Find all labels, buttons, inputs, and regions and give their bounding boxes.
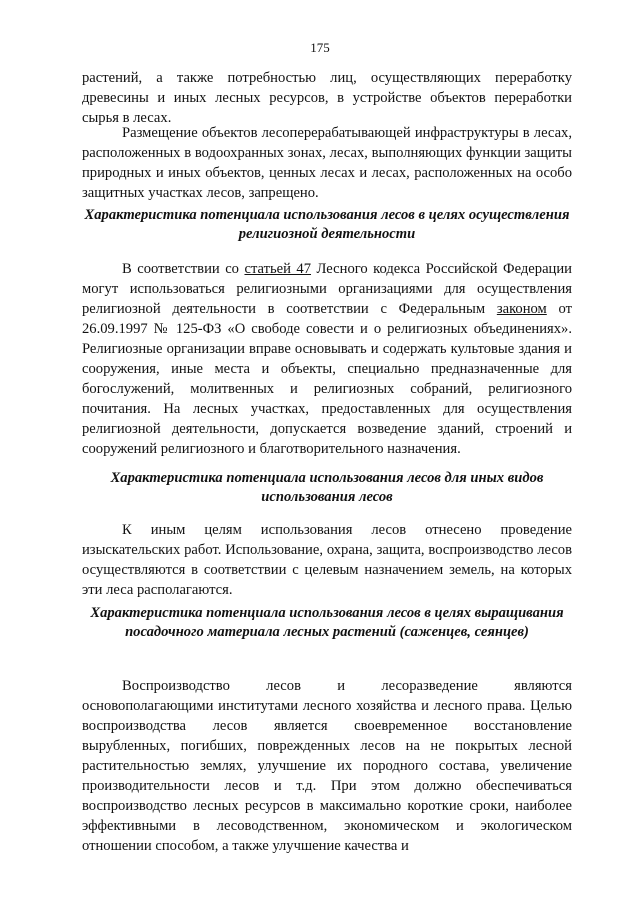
link-federal-law[interactable]: законом — [496, 301, 547, 317]
text-run: Лесного кодекса Российской Федерации могут использоваться религиозными организациями для осуществления религиозной деятельности в соответствии с Федеральным — [82, 261, 572, 317]
text-run: от 26.09.1997 № 125-ФЗ «О свободе совести и о религиозных объединениях». Религиозные организации вправе основывать и содержать культовые здания и сооружения, иные места и объекты, специально предназначенные для богослужений, молитвенных и религиозных собраний, религиозного почитания. На лесных участках, предоставленных для осуществления религиозной деятельности, допускается возведение зданий, строений и сооружений религиозного и благотворительного назначения. — [82, 301, 572, 457]
paragraph-reproduction: Воспроизводство лесов и лесоразведение являются основополагающими институтами лесного хозяйства и лесного права. Целью воспроизводства лесов является своевременное восстановление вырубленных, погибших, поврежденных лесов на не покрытых лесной растительностью землях, улучшение их породного состава, увеличение производительности лесов и т.д. При этом должно обеспечиваться воспроизводство лесных ресурсов в максимально короткие сроки, наиболее эффективными в лесоводственном, экономическом и экологическом отношении способом, а также улучшение качества и — [82, 678, 572, 854]
paragraph-other-uses: К иным целям использования лесов отнесено проведение изыскательских работ. Использование, охрана, защита, воспроизводство лесов осуществляются в соответствии с целевым назначением земель, на которых эти леса располагаются. — [82, 522, 572, 598]
section-heading-seedlings: Характеристика потенциала использования лесов в целях выращивания посадочного материала лесных растений (саженцев, сеянцев) — [90, 605, 564, 640]
paragraph-continuation: растений, а также потребностью лиц, осуществляющих переработку древесины и иных лесных ресурсов, в устройстве объектов переработки сырья в лесах. — [82, 70, 572, 126]
section-heading-other-uses: Характеристика потенциала использования лесов для иных видов использования лесов — [110, 470, 544, 505]
link-article-47[interactable]: статьей 47 — [244, 261, 312, 277]
section-heading-religious: Характеристика потенциала использования лесов в целях осуществления религиозной деятельности — [84, 207, 570, 242]
paragraph-infrastructure: Размещение объектов лесоперерабатывающей инфраструктуры в лесах, расположенных в водоохранных зонах, лесах, выполняющих функции защиты природных и иных объектов, ценных лесах и лесах, расположенных на особо защитных участках лесов, запрещено. — [82, 125, 572, 201]
text-run: В соответствии со — [122, 261, 245, 277]
paragraph-religious — [82, 259, 572, 459]
page-number: 175 — [310, 40, 330, 55]
